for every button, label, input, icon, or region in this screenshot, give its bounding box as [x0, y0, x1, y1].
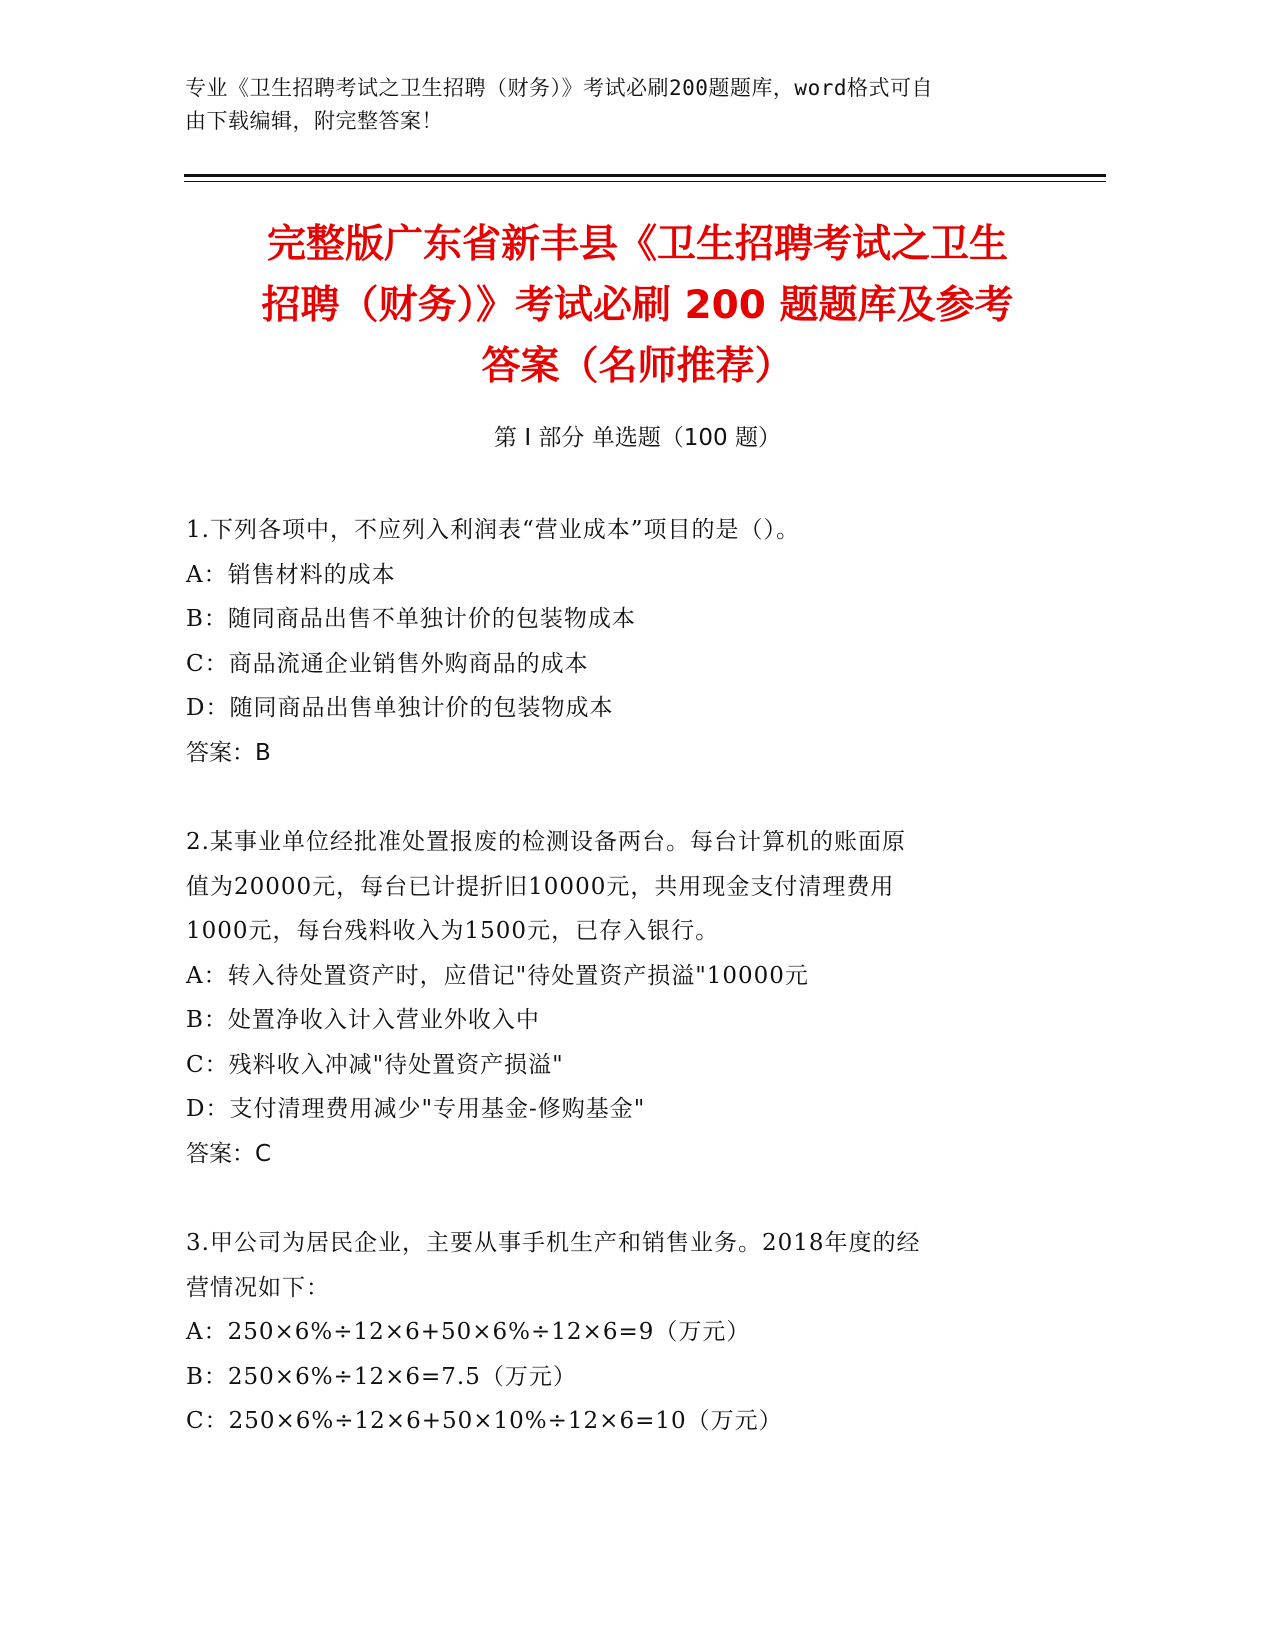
header-note: [185, 72, 1085, 138]
option-c: C：商品流通企业销售外购商品的成本: [186, 650, 589, 677]
question-stem-line: 营情况如下：: [186, 1274, 330, 1301]
title-line-2: 招聘（财务）》考试必刷 200 题题库及参考: [261, 283, 1014, 328]
option-a: A：转入待处置资产时，应借记"待处置资产损溢"10000元: [186, 962, 809, 989]
header-note-line-1: 专业《卫生招聘考试之卫生招聘（财务）》考试必刷200题题库，word格式可自: [185, 76, 933, 100]
question-3: [186, 1221, 1066, 1444]
questions-container: [186, 508, 1066, 1444]
answer-line: 答案：C: [186, 1140, 272, 1167]
question-stem-line: 2.某事业单位经批准处置报废的检测设备两台。每台计算机的账面原: [186, 829, 906, 855]
question-2: [186, 820, 1066, 1176]
option-b: B：250×6%÷12×6=7.5（万元）: [186, 1363, 577, 1390]
section-heading: 第 I 部分 单选题（100 题）: [494, 425, 781, 451]
document-title: [150, 214, 1125, 397]
option-a: A：250×6%÷12×6+50×6%÷12×6=9（万元）: [186, 1319, 751, 1345]
option-b: B：处置净收入计入营业外收入中: [186, 1007, 540, 1033]
question-gap: [186, 775, 1066, 820]
header-note-line-2: 由下载编辑，附完整答案！: [185, 109, 443, 133]
header-rule-thick: [184, 174, 1106, 177]
option-c: C：残料收入冲减"待处置资产损溢": [186, 1051, 564, 1078]
answer-line: 答案：B: [186, 739, 271, 766]
question-stem-line: 值为20000元，每台已计提折旧10000元，共用现金支付清理费用: [186, 873, 895, 900]
option-b: B：随同商品出售不单独计价的包装物成本: [186, 606, 636, 632]
header-rule-thin: [184, 181, 1106, 182]
question-1: [186, 508, 1066, 775]
option-d: D：随同商品出售单独计价的包装物成本: [186, 695, 614, 721]
title-line-1: 完整版广东省新丰县《卫生招聘考试之卫生: [266, 222, 1008, 267]
option-c: C：250×6%÷12×6+50×10%÷12×6=10（万元）: [186, 1408, 783, 1434]
title-line-3: 答案（名师推荐）: [481, 344, 794, 389]
question-stem-line: 1000元，每台残料收入为1500元，已存入银行。: [186, 918, 720, 944]
option-d: D：支付清理费用减少"专用基金-修购基金": [186, 1096, 646, 1122]
question-stem-line: 1.下列各项中，不应列入利润表“营业成本”项目的是（）。: [186, 517, 800, 543]
question-stem-line: 3.甲公司为居民企业，主要从事手机生产和销售业务。2018年度的经: [186, 1230, 921, 1256]
question-gap: [186, 1176, 1066, 1221]
option-a: A：销售材料的成本: [186, 561, 396, 588]
